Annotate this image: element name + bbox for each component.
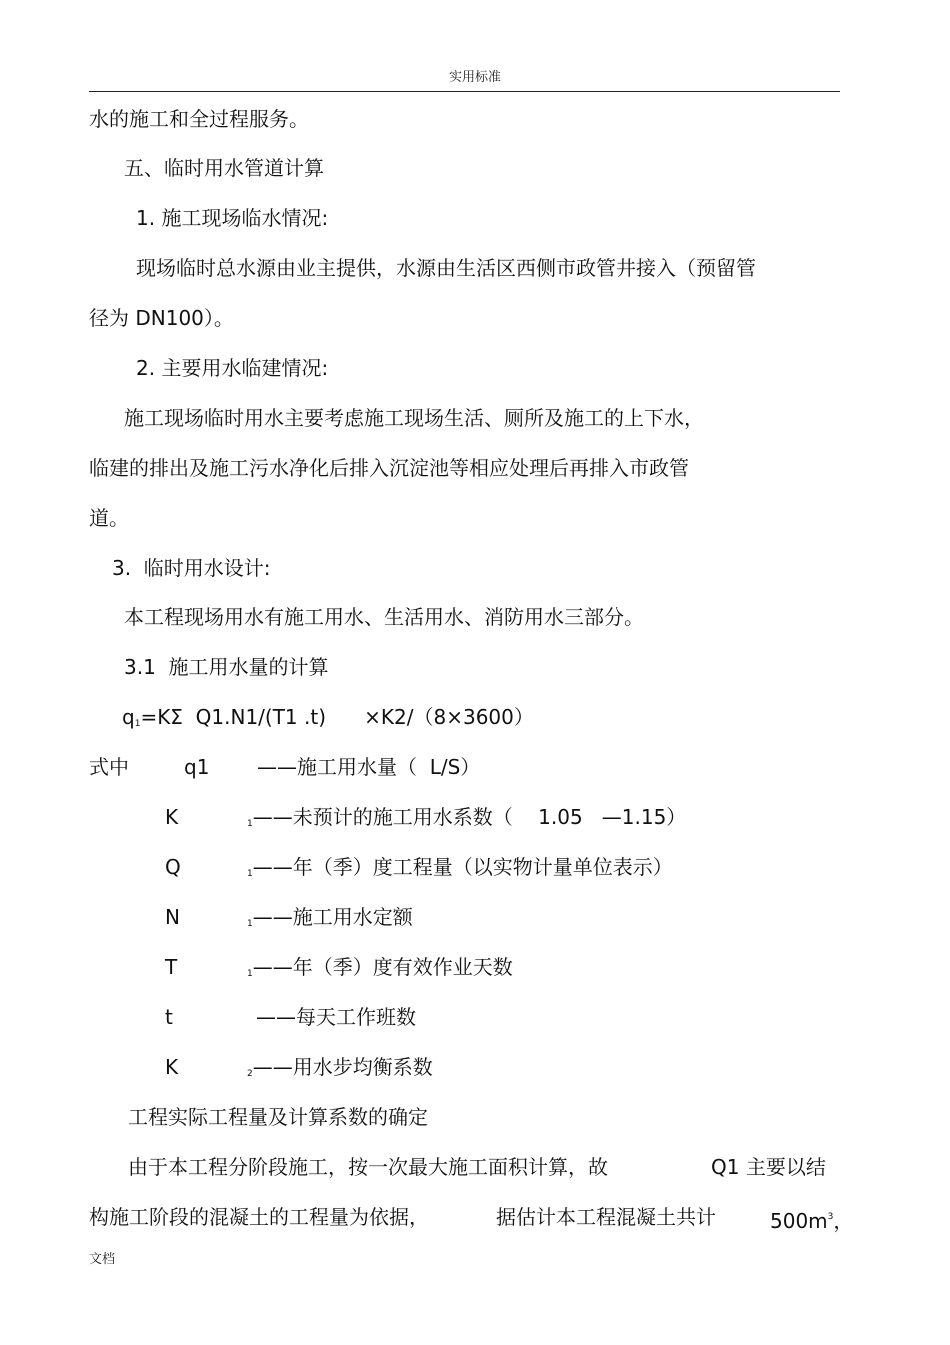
subsection-heading: 3.1 施工用水量的计算 [124, 655, 329, 679]
quantity-value [770, 1205, 853, 1233]
header-rule [89, 91, 840, 92]
body-line: 由于本工程分阶段施工，按一次最大施工面积计算，故 [128, 1155, 608, 1179]
body-line: 本工程现场用水有施工用水、生活用水、消防用水三部分。 [124, 605, 644, 629]
quantity-number: 500m [770, 1209, 828, 1233]
body-line: 施工现场临时用水主要考虑施工现场生活、厕所及施工的上下水， [124, 406, 704, 430]
body-line: 道。 [89, 506, 129, 530]
quantity-superscript: 3 [827, 1212, 834, 1222]
definition-description [247, 855, 673, 886]
definition-description [247, 1055, 433, 1086]
section-heading: 五、临时用水管道计算 [124, 156, 324, 180]
subsection-heading: 2. 主要用水临建情况: [136, 356, 329, 380]
subsection-heading: 3. 临时用水设计: [112, 556, 271, 580]
definition-intro-label: 式中 [89, 755, 129, 779]
body-line: 水的施工和全过程服务。 [89, 107, 309, 131]
definition-text: ——未预计的施工用水系数（ 1.05 —1.15） [252, 805, 687, 829]
definition-subscript: 1 [247, 969, 253, 979]
definition-subscript: 1 [247, 869, 253, 879]
definition-description [247, 805, 686, 836]
definition-subscript: 1 [247, 819, 253, 829]
page-footer: 文档 [89, 1252, 116, 1267]
definition-description [256, 1005, 416, 1029]
body-line: 临建的排出及施工污水净化后排入沉淀池等相应处理后再排入市政管 [89, 456, 689, 480]
body-line: 径为 DN100）。 [89, 306, 234, 330]
definition-symbol: K [165, 1055, 179, 1079]
formula-symbol: q [122, 705, 135, 729]
formula-expression: =KΣ Q1.N1/(T1 .t) ×K2/（8×3600） [140, 705, 534, 729]
definition-symbol: t [165, 1005, 173, 1029]
quantity-punctuation: ， [833, 1209, 854, 1233]
definition-symbol: Q [165, 855, 181, 879]
definition-text: ——年（季）度有效作业天数 [252, 955, 513, 979]
definition-subscript: 1 [247, 919, 253, 929]
definition-description [247, 905, 413, 936]
subsection-heading: 1. 施工现场临水情况: [136, 206, 329, 230]
body-line: 现场临时总水源由业主提供，水源由生活区西侧市政管井接入（预留管 [136, 256, 756, 280]
section-heading: 工程实际工程量及计算系数的确定 [128, 1105, 428, 1129]
definition-text: ——年（季）度工程量（以实物计量单位表示） [252, 855, 673, 879]
body-line: 据估计本工程混凝土共计 [496, 1205, 716, 1229]
definition-symbol: T [165, 955, 178, 979]
body-line: Q1 主要以结 [711, 1155, 826, 1179]
definition-symbol: K [165, 805, 179, 829]
definition-description [247, 955, 513, 986]
body-line: 构施工阶段的混凝土的工程量为依据， [89, 1205, 429, 1229]
definition-subscript: 2 [247, 1069, 253, 1079]
definition-symbol: N [165, 905, 180, 929]
definition-symbol: q1 [184, 755, 210, 779]
page-header: 实用标准 [448, 70, 501, 85]
definition-text: ——用水步均衡系数 [252, 1055, 433, 1079]
definition-description: ——施工用水量（ L/S） [257, 755, 481, 779]
definition-text: ——每天工作班数 [256, 1005, 416, 1029]
formula-subscript: 1 [134, 719, 141, 729]
definition-text: ——施工用水定额 [252, 905, 413, 929]
formula [122, 705, 534, 736]
